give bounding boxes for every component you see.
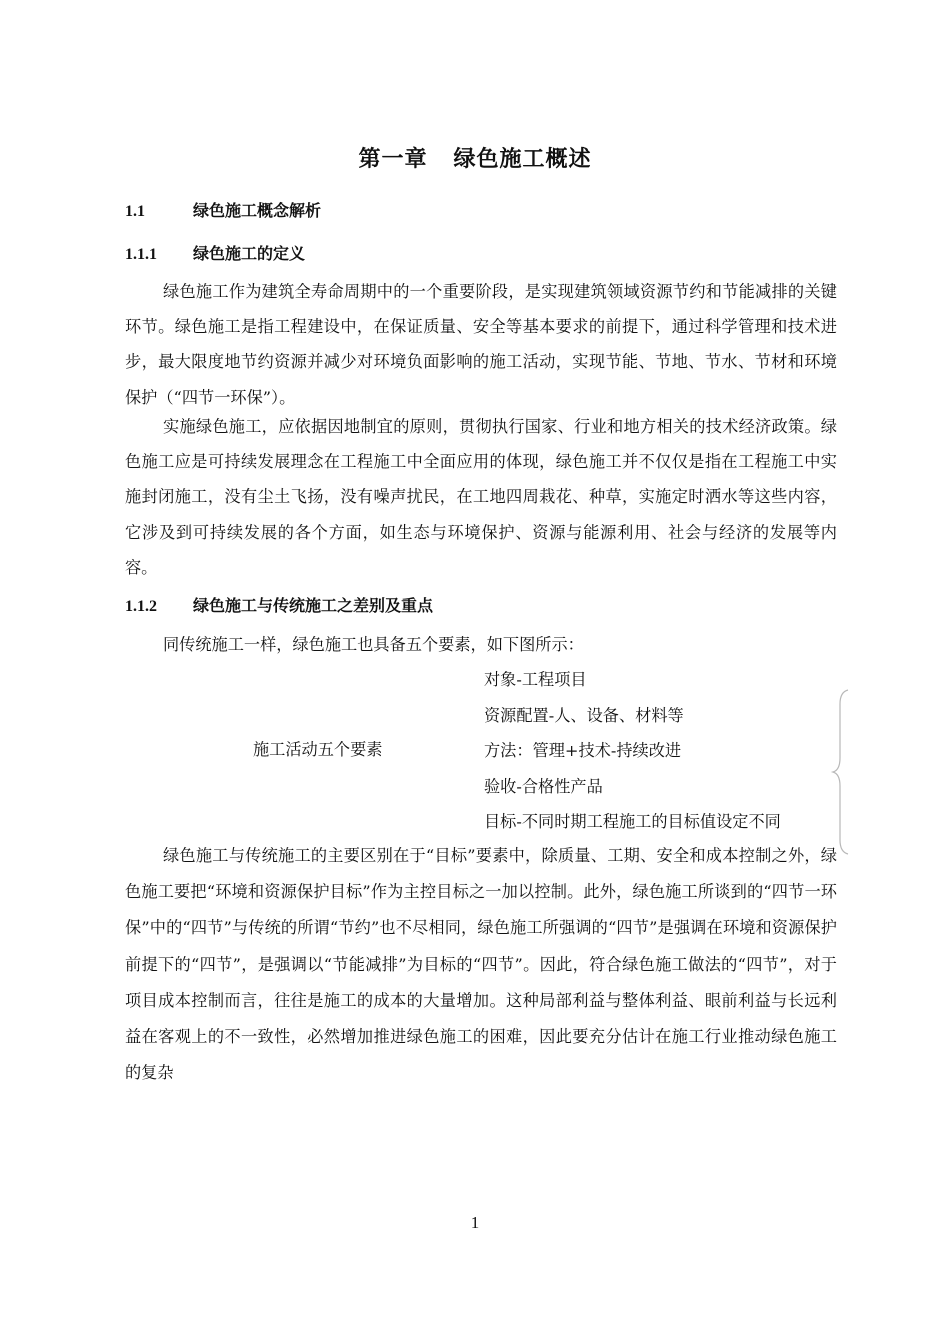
section-number: 1.1.2 bbox=[125, 598, 157, 615]
diagram-item-list bbox=[484, 662, 781, 840]
paragraph-implementation: 实施绿色施工，应依据因地制宜的原则，贯彻执行国家、行业和地方相关的技术经济政策。绿色施工应是可持续发展理念在工程施工中全面应用的体现，绿色施工并不仅仅是指在工程施工中实施封闭施工，没有尘土飞扬，没有噪声扰民，在工地四周栽花、种草，实施定时洒水等这些内容，它涉及到可持续发展的各个方面，如生态与环境保护、资源与能源利用、社会与经济的发展等内容。 bbox=[125, 417, 837, 577]
diagram-label: 施工活动五个要素 bbox=[253, 740, 383, 759]
section-title: 绿色施工概念解析 bbox=[193, 201, 322, 220]
paragraph-five-elements-intro: 同传统施工一样，绿色施工也具备五个要素，如下图所示： bbox=[163, 635, 584, 654]
diagram-item: 资源配置-人、设备、材料等 bbox=[484, 705, 684, 725]
diagram-item: 验收-合格性产品 bbox=[484, 776, 603, 796]
diagram-item: 对象-工程项目 bbox=[484, 670, 587, 689]
section-title: 绿色施工的定义 bbox=[193, 244, 306, 263]
page-number: 1 bbox=[470, 1213, 480, 1232]
curly-brace-icon bbox=[830, 688, 852, 856]
paragraph-differences: 绿色施工与传统施工的主要区别在于“目标”要素中，除质量、工期、安全和成本控制之外，绿色施工要把“环境和资源保护目标”作为主控目标之一加以控制。此外，绿色施工所谈到的“四节一环保”中的“四节”与传统的所谓“节约”也不尽相同，绿色施工所强调的“四节”是强调在环境和资源保护前提下的“四节”，是强调以“节能减排”为目标的“四节”。因此，符合绿色施工做法的“四节”，对于项目成本控制而言，往往是施工的成本的大量增加。这种局部利益与整体利益、眼前利益与长远利益在客观上的不一致性，必然增加推进绿色施工的困难，因此要充分估计在施工行业推动绿色施工的复杂 bbox=[125, 846, 837, 1083]
section-number: 1.1 bbox=[125, 203, 145, 220]
section-title: 绿色施工与传统施工之差别及重点 bbox=[193, 596, 434, 615]
section-number: 1.1.1 bbox=[125, 246, 157, 263]
chapter-name: 绿色施工概述 bbox=[453, 147, 592, 172]
paragraph-definition: 绿色施工作为建筑全寿命周期中的一个重要阶段，是实现建筑领域资源节约和节能减排的关键环节。绿色施工是指工程建设中，在保证质量、安全等基本要求的前提下，通过科学管理和技术进步，最大限度地节约资源并减少对环境负面影响的施工活动，实现节能、节地、节水、节材和环境保护（“四节一环保”）。 bbox=[125, 282, 837, 407]
diagram-item: 方法：管理+技术-持续改进 bbox=[484, 741, 682, 760]
diagram-item: 目标-不同时期工程施工的目标值设定不同 bbox=[484, 812, 781, 831]
chapter-number: 第一章 bbox=[358, 147, 428, 172]
chapter-title bbox=[0, 142, 950, 173]
section-heading-1-1 bbox=[125, 198, 321, 221]
section-heading-1-1-2 bbox=[125, 593, 433, 616]
section-heading-1-1-1 bbox=[125, 241, 305, 264]
